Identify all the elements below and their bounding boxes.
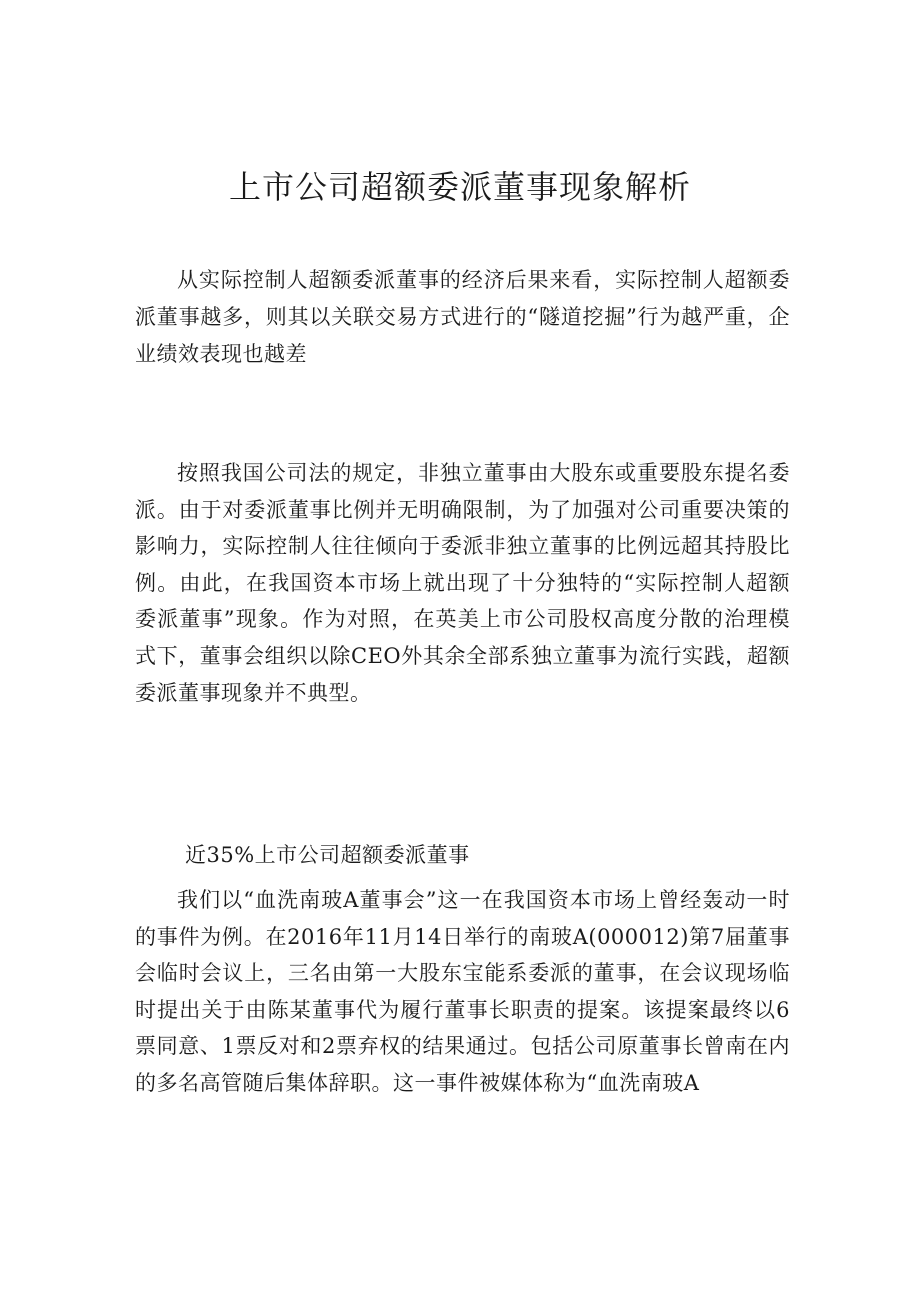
document-title: 上市公司超额委派董事现象解析 [228,168,691,206]
section-paragraph: 我们以“血洗南玻A董事会”这一在我国资本市场上曾经轰动一时的事件为例。在2016年11月14日举行的南玻A(000012)第7届董事会临时会议上，三名由第一大股东宝能系委派的董事，在会议现场临时提出关于由陈某董事代为履行董事长职责的提案。该提案最终以6票同意、1票反对和2票弃权的结果通过。包括公司原董事长曾南在内的多名高管随后集体辞职。这一事件被媒体称为“血洗南玻A [135,888,790,1095]
section-heading: 近35%上市公司超额委派董事 [185,843,470,867]
paragraph-1: 从实际控制人超额委派董事的经济后果来看，实际控制人超额委派董事越多，则其以关联交易方式进行的“隧道挖掘”行为越严重，企业绩效表现也越差 [135,268,790,366]
paragraph-2: 按照我国公司法的规定，非独立董事由大股东或重要股东提名委派。由于对委派董事比例并无明确限制，为了加强对公司重要决策的影响力，实际控制人往往倾向于委派非独立董事的比例远超其持股比例。由此，在我国资本市场上就出现了十分独特的“实际控制人超额委派董事”现象。作为对照，在英美上市公司股权高度分散的治理模式下，董事会组织以除CEO外其余全部系独立董事为流行实践，超额委派董事现象并不典型。 [135,461,790,705]
